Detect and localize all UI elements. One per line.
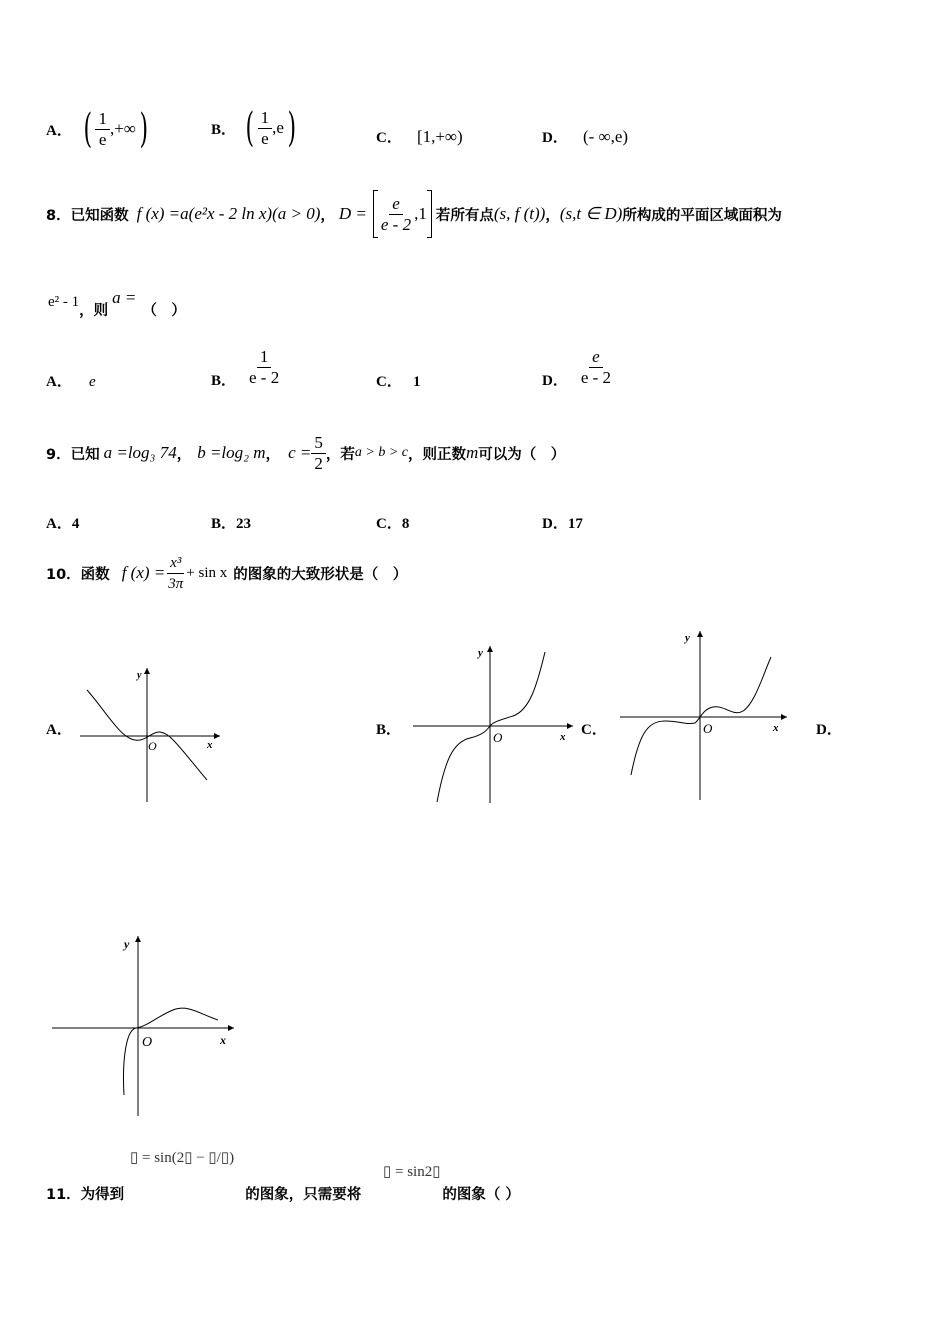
- q9-option-a: A．4: [46, 516, 80, 532]
- q8-domain-fraction: $\frac{e}{e - 2}$: [380, 193, 412, 234]
- q9-option-d: D．17: [542, 516, 583, 532]
- q7-option-d: D． (- ∞,e): [542, 127, 629, 146]
- q7-option-a-label: A．: [46, 122, 72, 139]
- q8-area: e² - 1: [48, 294, 80, 310]
- curve: [437, 652, 545, 802]
- origin-label: O: [703, 721, 713, 736]
- q11-formula-source: ▯ = sin2▯: [383, 1164, 441, 1180]
- q10-graph-b: [405, 640, 575, 805]
- q11-stem: 11．为得到 的图象，只需要将 的图象（ ）: [46, 1187, 520, 1203]
- q7-option-b: B． ( $\frac{1}{e}$ ,e ): [211, 105, 297, 151]
- q8-option-c: C． 1: [376, 374, 421, 390]
- q9-option-c: C．8: [376, 516, 410, 532]
- y-label: y: [685, 632, 690, 644]
- curve: [631, 657, 771, 775]
- q10-stem: 10．函数 f (x) = $\frac{\text{x³}}{3\pi}$ + sin x 的图象的大致形状是（ ）: [46, 554, 408, 592]
- q9-number: 9．已知: [46, 446, 100, 463]
- q8-stem-line2: e² - 1 ，则 a = （ ）: [48, 287, 186, 319]
- q8-option-d: D． $\frac{e}{e - 2}$: [542, 343, 614, 391]
- q9-option-b: B．23: [211, 516, 252, 532]
- q8-condition: (s,t ∈ D): [559, 204, 623, 223]
- q7-option-b-fraction: $\frac{1}{e}$: [258, 108, 273, 149]
- q8-number: 8．已知函数: [46, 207, 129, 224]
- q10-option-c-label: C．: [581, 722, 607, 738]
- origin-label: O: [148, 739, 157, 753]
- q10-number: 10．函数: [46, 566, 110, 583]
- q8-point: (s, f (t)): [493, 204, 546, 223]
- y-label: y: [137, 670, 142, 681]
- q9-c-fraction: $\frac{5}{2}$: [311, 433, 326, 474]
- q9-b-def: b =log₂ m: [197, 443, 266, 462]
- x-label: x: [773, 722, 779, 734]
- q10-option-d-label: D．: [816, 722, 842, 738]
- q8-option-a: A． e: [46, 374, 96, 390]
- q10-function-fraction: $\frac{\text{x³}}{3\pi}$: [168, 554, 184, 592]
- q7-option-c: C． [1,+∞): [376, 127, 463, 146]
- x-label: x: [220, 1033, 226, 1047]
- q8-stem: 8．已知函数 f (x) =a(e²x - 2 ln x)(a > 0) ， D = $\frac{e}{e - 2}$ ,1 若所有点 (s, f (t)) ， (s,t ∈ D) 所构成的平面区域面积为: [46, 186, 782, 242]
- q8-function: f (x) =a(e²x - 2 ln x)(a > 0): [136, 204, 321, 223]
- q10-graph-d: [48, 930, 238, 1120]
- q10-option-a-label: A．: [46, 722, 72, 738]
- q10-option-b-label: B．: [376, 722, 402, 738]
- q10-graph-c: [615, 625, 790, 803]
- q11-number: 11．为得到: [46, 1187, 125, 1203]
- y-label: y: [478, 647, 483, 659]
- q9-c-def: c =: [288, 443, 312, 462]
- q9-a-def: a =log₃ 74: [103, 443, 177, 462]
- origin-label: O: [493, 730, 503, 745]
- q8-option-b: B． $\frac{1}{e - 2}$: [211, 343, 282, 391]
- q7-option-a: A． ( $\frac{1}{e}$ ,+∞ ): [46, 106, 149, 152]
- q9-inequality: a > b > c: [354, 445, 408, 460]
- origin-label: O: [142, 1035, 153, 1050]
- x-label: x: [560, 731, 566, 743]
- q9-stem: 9．已知 a =log₃ 74 ， b =log₂ m ， c = $\frac{5}{2}$ ，若 a > b > c ，则正数 m 可以为（ ）: [46, 432, 566, 473]
- q7-option-b-label: B．: [211, 121, 237, 138]
- y-label: y: [124, 937, 130, 951]
- q8-domain: D =: [338, 204, 367, 223]
- q10-graph-a: [75, 660, 225, 805]
- q8-option-b-fraction: $\frac{1}{e - 2}$: [249, 346, 280, 387]
- x-label: x: [207, 739, 213, 751]
- q11-formula-target: ▯ = sin(2▯ − ▯/▯): [130, 1150, 235, 1166]
- q8-option-d-fraction: $\frac{e}{e - 2}$: [580, 346, 612, 387]
- q10-function: f (x) =: [121, 563, 166, 582]
- q7-option-a-fraction: $\frac{1}{e}$: [95, 109, 110, 150]
